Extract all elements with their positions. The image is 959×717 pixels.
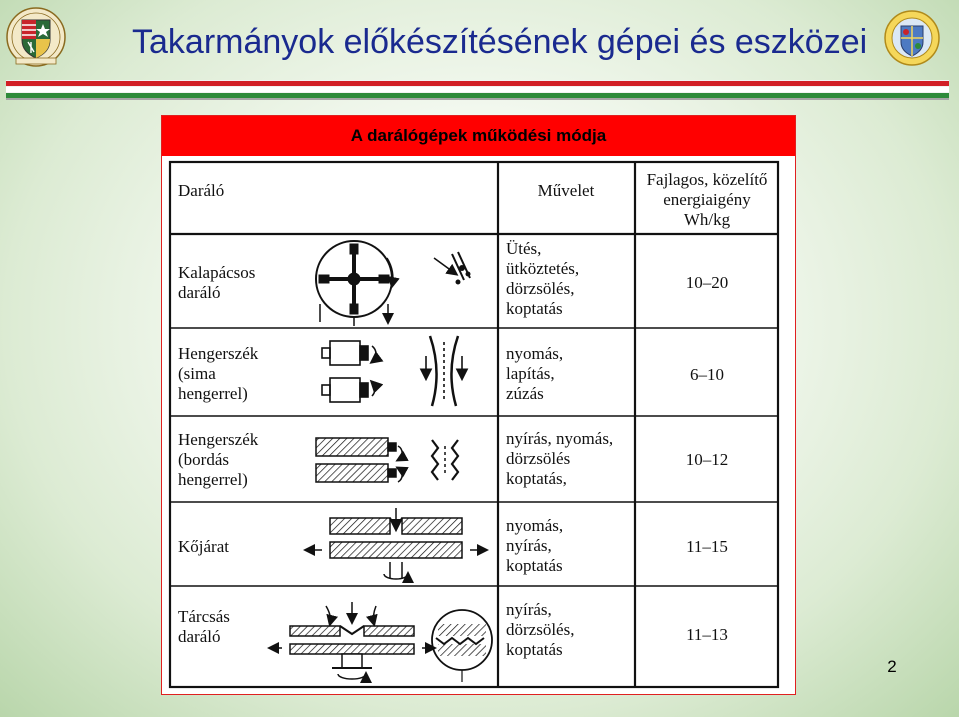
row4-daralo-line1: Kőjárat [178,537,229,556]
row5-muvelet-line2: dörzsölés, [506,620,575,639]
table-row [178,336,724,406]
hammer-mill-diagram [316,241,470,326]
university-crest-icon [6,6,66,68]
millstone-diagram [306,508,486,579]
row3-daralo-line3: hengerrel) [178,470,248,489]
table-row [178,600,728,682]
row2-daralo-line1: Hengerszék [178,344,259,363]
row3-energia: 10–12 [685,450,729,469]
faculty-seal-icon [884,8,940,68]
row5-daralo-line2: daráló [178,627,221,646]
section-subtitle: A darálógépek működési módja [162,116,795,156]
slide-title: Takarmányok előkészítésének gépei és eszközei [132,23,868,61]
header-energia-line2: energiaigény [663,190,751,209]
row1-muvelet-line2: ütköztetés, [506,259,580,278]
smooth-roller-mill-diagram [322,336,462,406]
disc-mill-diagram [270,602,492,682]
row2-energia: 6–10 [690,365,724,384]
content-panel [161,115,796,695]
header-daralo: Daráló [178,181,225,200]
row2-muvelet-line1: nyomás, [506,344,564,363]
row1-energia: 10–20 [685,273,729,292]
table-row [178,429,728,489]
header-energia-line3: Wh/kg [683,210,731,229]
row5-daralo-line1: Tárcsás [178,607,230,626]
row2-daralo-line3: hengerrel) [178,384,248,403]
header-muvelet: Művelet [537,181,595,200]
slide-header [0,0,959,100]
row4-muvelet-line2: nyírás, [506,536,552,555]
row5-muvelet-line3: koptatás [506,640,563,659]
row1-muvelet-line3: dörzsölés, [506,279,575,298]
row2-daralo-line2: (sima [178,364,216,383]
row4-muvelet-line3: koptatás [506,556,563,575]
row1-muvelet-line4: koptatás [506,299,563,318]
row5-energia: 11–13 [686,625,728,644]
table-row [178,508,728,579]
row2-muvelet-line3: zúzás [506,384,544,403]
row5-muvelet-line1: nyírás, [506,600,552,619]
row3-daralo-line2: (bordás [178,450,229,469]
row3-daralo-line1: Hengerszék [178,430,259,449]
fluted-roller-mill-diagram [316,438,458,482]
row2-muvelet-line2: lapítás, [506,364,555,383]
grinder-comparison-table [162,156,795,694]
row3-muvelet-line1: nyírás, nyomás, [506,429,614,448]
page-number: 2 [887,657,897,676]
header-energia-line1: Fajlagos, közelítő [646,170,768,189]
row3-muvelet-line2: dörzsölés [506,449,571,468]
row1-daralo-line1: Kalapácsos [178,263,256,282]
row1-muvelet-line1: Ütés, [506,239,542,258]
row3-muvelet-line3: koptatás, [506,469,567,488]
row4-muvelet-line1: nyomás, [506,516,564,535]
row1-daralo-line2: daráló [178,283,221,302]
table-row [178,239,728,326]
table-grid [170,162,778,687]
flag-ribbon [6,80,949,100]
row4-energia: 11–15 [686,537,728,556]
